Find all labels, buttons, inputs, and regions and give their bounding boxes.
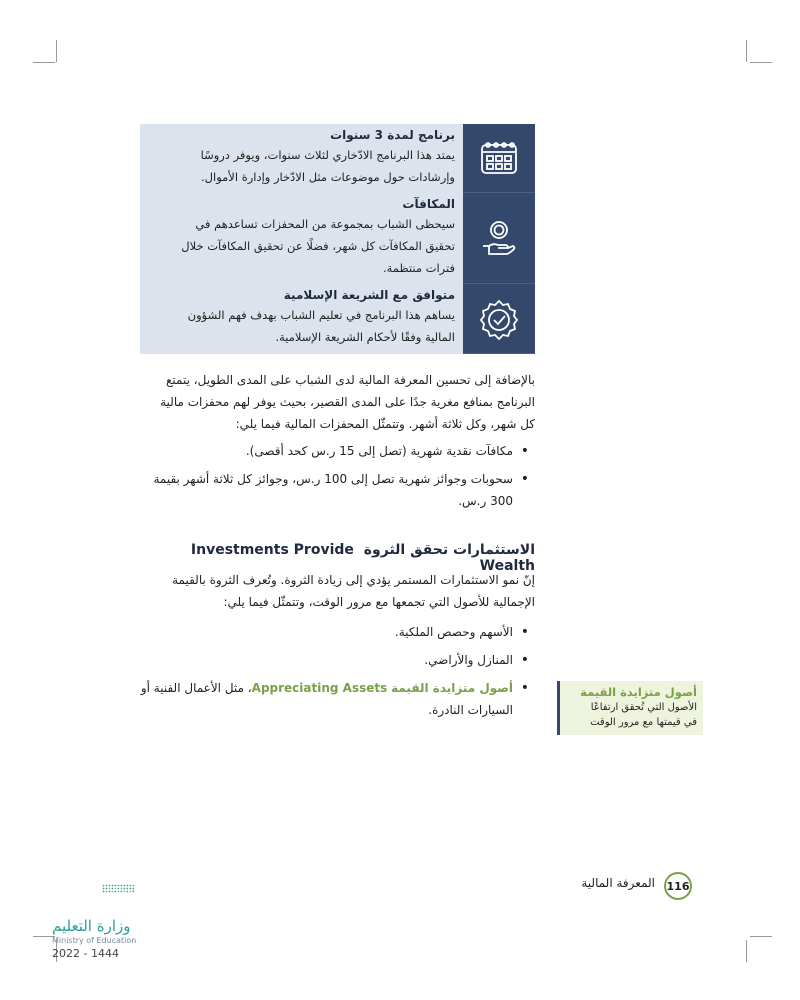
crop-mark — [746, 40, 747, 62]
ministry-logo-icon — [52, 883, 172, 917]
list-item — [140, 468, 535, 512]
list-item-text: السيارات النادرة. — [428, 703, 513, 717]
book-title: المعرفة المالية — [581, 876, 655, 890]
hand-coin-icon — [463, 193, 535, 284]
ministry-name-en: Ministry of Education — [52, 936, 137, 945]
list-item — [140, 621, 535, 643]
intro-paragraph — [140, 369, 535, 435]
highlighted-term-en: Appreciating Assets — [251, 681, 388, 695]
feature-row — [140, 124, 535, 194]
feature-text — [140, 193, 463, 284]
list-item-text: 300 ر.س. — [458, 494, 513, 508]
crop-mark — [33, 62, 55, 63]
crop-mark — [750, 936, 772, 937]
edition-year: 2022 - 1444 — [52, 947, 119, 960]
feature-line: فترات منتظمة. — [383, 261, 455, 275]
list-item-rest: ، مثل الأعمال الفنية أو — [140, 681, 252, 695]
feature-line: المالية وفقًا لأحكام الشريعة الإسلامية. — [275, 330, 455, 344]
assets-list — [140, 621, 535, 727]
sidenote-title: أصول متزايدة القيمة — [580, 685, 697, 699]
feature-title: المكافآت — [402, 197, 455, 211]
list-item-text: المنازل والأراضي. — [424, 653, 513, 667]
feature-line: يساهم هذا البرنامج في تعليم الشباب بهدف فهم الشؤون — [187, 308, 455, 322]
ministry-name-ar: وزارة التعليم — [52, 917, 131, 935]
feature-line: تحقيق المكافآت كل شهر، فضلًا عن تحقيق المكافآت خلال — [181, 239, 455, 253]
bullet-icon: • — [520, 680, 529, 696]
wealth-paragraph — [140, 569, 535, 613]
list-item — [140, 677, 535, 721]
list-item-text: مكافآت نقدية شهرية (تصل إلى 15 ر.س كحد أقصى). — [245, 444, 513, 458]
sidenote-line: الأصول التي تُحقق ارتفاعًا — [590, 702, 697, 713]
paragraph-line: بالإضافة إلى تحسين المعرفة المالية لدى الشباب على المدى الطويل، يتمتع — [166, 373, 535, 387]
feature-text — [140, 124, 463, 193]
section-title-ar: الاستثمارات تحقق الثروة — [363, 542, 535, 558]
bullet-icon: • — [520, 443, 529, 459]
feature-row — [140, 284, 535, 354]
feature-line: وإرشادات حول موضوعات مثل الادّخار وإدارة الأموال. — [200, 170, 455, 184]
list-item-text: الأسهم وحصص الملكية. — [394, 625, 513, 639]
calendar-icon — [463, 124, 535, 193]
paragraph-line: البرنامج بمنافع مغرية جدًا على المدى القصير، بحيث يوفر لهم محفزات مالية — [160, 395, 535, 409]
verified-badge-icon — [463, 284, 535, 354]
list-item-text: سحوبات وجوائز شهرية تصل إلى 100 ر.س، وجوائز كل ثلاثة أشهر بقيمة — [153, 472, 513, 486]
feature-row — [140, 193, 535, 285]
crop-mark — [56, 40, 57, 62]
bullet-icon: • — [520, 624, 529, 640]
paragraph-line: كل شهر، وكل ثلاثة أشهر. وتتمثّل المحفزات المالية فيما يلي: — [235, 417, 535, 431]
incentives-list — [140, 440, 535, 518]
sidenote-line: في قيمتها مع مرور الوقت — [590, 717, 697, 728]
feature-text — [140, 284, 463, 354]
highlighted-term-ar: أصول متزايدة القيمة — [391, 681, 513, 695]
list-item-text — [140, 677, 513, 699]
bullet-icon: • — [520, 471, 529, 487]
section-title — [140, 542, 535, 574]
page-number: 116 — [664, 872, 692, 900]
feature-title: متوافق مع الشريعة الإسلامية — [283, 288, 455, 302]
glossary-sidenote — [557, 681, 703, 735]
bullet-icon: • — [520, 652, 529, 668]
list-item — [140, 649, 535, 671]
feature-line: يمتد هذا البرنامج الادّخاري لثلاث سنوات، ويوفر دروسًا — [200, 148, 455, 162]
list-item — [140, 440, 535, 462]
feature-title: برنامج لمدة 3 سنوات — [330, 128, 455, 142]
paragraph-line: الإجمالية للأصول التي تجمعها مع مرور الوقت، وتتمثّل فيما يلي: — [223, 595, 535, 609]
feature-table — [140, 124, 535, 354]
feature-line: سيحظى الشباب بمجموعة من المحفزات تساعدهم في — [195, 217, 455, 231]
paragraph-line: إنّ نمو الاستثمارات المستمر يؤدي إلى زيادة الثروة. وتُعرف الثروة بالقيمة — [172, 573, 535, 587]
crop-mark — [750, 62, 772, 63]
crop-mark — [746, 940, 747, 962]
section-title-en: Investments Provide Wealth — [190, 542, 535, 574]
